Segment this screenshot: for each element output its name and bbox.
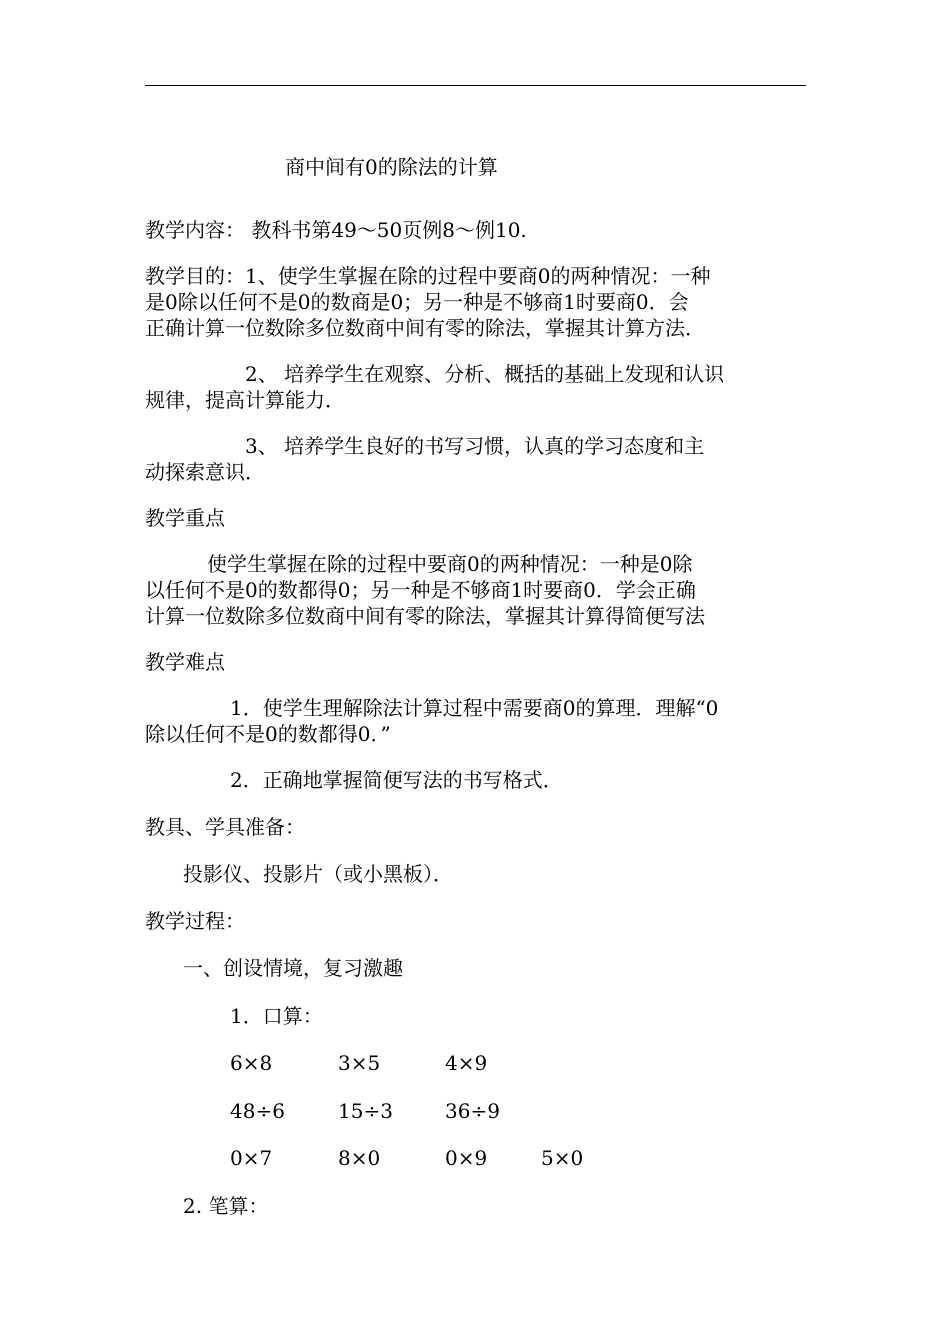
section-1-heading: 一、创设情境，复习激趣	[183, 956, 403, 980]
oral-item: 6×8	[230, 1051, 273, 1075]
difficulties-heading: 教学难点	[145, 650, 225, 674]
oral-item: 48÷6	[230, 1099, 285, 1123]
oral-item: 4×9	[445, 1051, 488, 1075]
objective-3-line-2: 动探索意识．	[145, 460, 265, 484]
key-points-line-3: 计算一位数除多位数商中间有零的除法，掌握其计算得简便写法	[145, 604, 705, 628]
written-calculation-label: 2. 笔算：	[183, 1194, 269, 1218]
key-points-heading: 教学重点	[145, 506, 225, 530]
header-rule	[145, 85, 806, 86]
objective-2-line-2: 规律，提高计算能力．	[145, 388, 345, 412]
difficulties-line-2: 除以任何不是0的数都得0．”	[145, 722, 391, 746]
oral-item: 0×7	[230, 1146, 273, 1170]
materials-item: 投影仪、投影片（或小黑板）．	[183, 862, 453, 886]
objectives-line-2: 是0除以任何不是0的数商是0；另一种是不够商1时要商0．会	[145, 290, 689, 314]
objectives-line-1: 教学目的：1、使学生掌握在除的过程中要商0的两种情况：一种	[145, 264, 711, 288]
oral-item: 5×0	[541, 1146, 584, 1170]
objectives-line-3: 正确计算一位数除多位数商中间有零的除法，掌握其计算方法．	[145, 316, 705, 340]
oral-item: 3×5	[338, 1051, 381, 1075]
difficulties-line-3: 2．正确地掌握简便写法的书写格式．	[230, 768, 563, 792]
oral-item: 15÷3	[338, 1099, 393, 1123]
process-heading: 教学过程：	[145, 909, 245, 933]
document-title: 商中间有0的除法的计算	[285, 155, 498, 179]
teaching-content: 教学内容： 教科书第49～50页例8～例10.	[145, 218, 527, 242]
oral-item: 0×9	[445, 1146, 488, 1170]
oral-item: 36÷9	[445, 1099, 500, 1123]
materials-heading: 教具、学具准备：	[145, 815, 305, 839]
oral-item: 8×0	[338, 1146, 381, 1170]
objective-2-line-1: 2、 培养学生在观察、分析、概括的基础上发现和认识	[245, 362, 725, 386]
key-points-line-2: 以任何不是0的数都得0；另一种是不够商1时要商0．学会正确	[145, 578, 696, 602]
difficulties-line-1: 1．使学生理解除法计算过程中需要商0的算理．理解“0	[230, 696, 719, 720]
oral-calculation-label: 1．口算：	[230, 1004, 323, 1028]
key-points-line-1: 使学生掌握在除的过程中要商0的两种情况：一种是0除	[207, 552, 693, 576]
objective-3-line-1: 3、 培养学生良好的书写习惯，认真的学习态度和主	[245, 434, 705, 458]
